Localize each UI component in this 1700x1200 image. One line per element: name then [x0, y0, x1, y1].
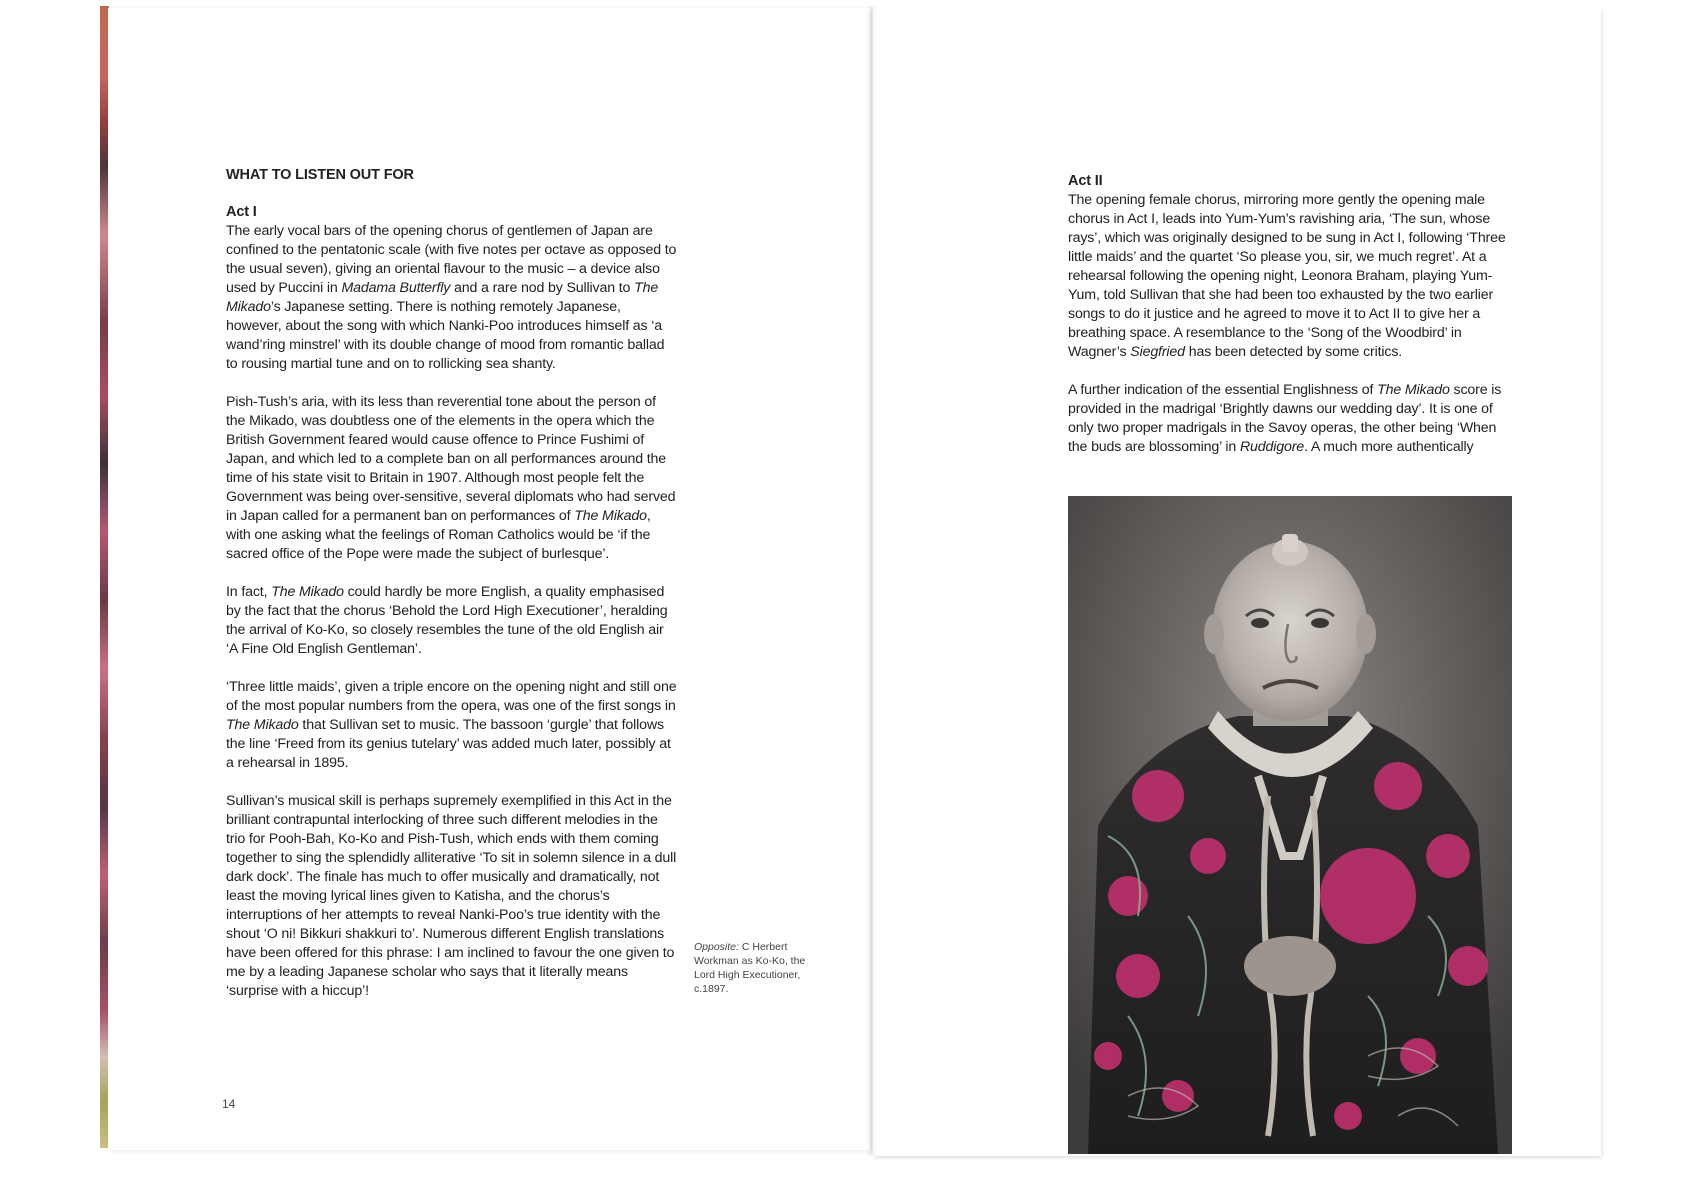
italic-title-text: The Mikado [226, 280, 659, 315]
italic-title-text: The Mikado [226, 717, 299, 733]
text-run: , with one asking what the feelings of Roman Catholics would be ‘if the sacred office of the Pope were made the subject of burlesque’. [226, 508, 651, 562]
paragraph [1068, 381, 1513, 457]
caption-label: Opposite: [694, 941, 739, 953]
text-run: could hardly be more English, a quality emphasised by the fact that the chorus ‘Behold the Lord High Executioner’, heralding the arrival of Ko-Ko, so closely resembles the tune of the old English air ‘A Fine Old English Gentleman’. [226, 584, 668, 657]
koko-portrait-photo [1068, 496, 1512, 1154]
act-one-heading: Act I [226, 204, 257, 220]
text-run: that Sullivan set to music. The bassoon ‘gurgle’ that follows the line ‘Freed from its genius tutelary’ was added much later, possibly at a rehearsal in 1895. [226, 717, 671, 771]
italic-title-text: The Mikado [1377, 382, 1450, 398]
italic-title-text: The Mikado [574, 508, 647, 524]
portrait-illustration [1068, 496, 1512, 1154]
left-text-column [226, 166, 678, 1020]
paragraph [226, 792, 678, 1001]
text-run: Sullivan’s musical skill is perhaps supremely exemplified in this Act in the brilliant contrapuntal interlocking of three such different melodies in the trio for Pooh-Bah, Ko-Ko and Pish-Tush, which ends with them coming together to sing the splendidly alliterative ‘To sit in solemn silence in a dull dark dock’. The finale has much to offer musically and dramatically, not least the moving lyrical lines given to Katisha, and the chorus’s interruptions of her attempts to reveal Nanki-Poo’s true identity with the shout ‘O ni! Bikkuri shakkuri to’. Numerous different English translations have been offered for this phrase: I am inclined to favour the one given to me by a leading Japanese scholar who says that it literally means ‘surprise with a hiccup’! [226, 793, 677, 999]
right-text-column [1068, 172, 1513, 476]
text-run: ‘Three little maids’, given a triple encore on the opening night and still one of the most popular numbers from the opera, was one of the first songs in [226, 679, 677, 714]
paragraph [226, 678, 678, 773]
text-run: ’s Japanese setting. There is nothing remotely Japanese, however, about the song with which Nanki-Poo introduces himself as ‘a wand’ring minstrel’ with its double change of mood from romantic ballad to rousing martial tune and on to rollicking sea shanty. [226, 299, 665, 372]
text-run: score is provided in the madrigal ‘Brightly dawns our wedding day’. It is one of only two proper madrigals in the Savoy operas, the other being ‘When the buds are blossoming’ in [1068, 382, 1502, 455]
text-run: has been detected by some critics. [1184, 344, 1403, 360]
section-heading: WHAT TO LISTEN OUT FOR [226, 167, 414, 183]
text-run: The opening female chorus, mirroring more gently the opening male chorus in Act I, leads into Yum-Yum’s ravishing aria, ‘The sun, whose rays’, which was originally designed to be sung in Act I, following ‘Three little maids’ and the quartet ‘So please you, sir, we much regret’. At a rehearsal following the opening night, Leonora Braham, playing Yum-Yum, told Sullivan that she had been too exhausted by the two earlier songs to do it justice and he agreed to move it to Act II to give her a breathing space. A resemblance to the ‘Song of the Woodbird’ in Wagner’s [1068, 192, 1506, 360]
text-run: Pish-Tush’s aria, with its less than reverential tone about the person of the Mikado, was doubtless one of the elements in the opera which the British Government feared would cause offence to Prince Fushimi of Japan, and which led to a complete ban on all performances around the time of his state visit to Britain in 1907. Although most people felt the Government was being over-sensitive, several diplomats who had served in Japan called for a permanent ban on performances of [226, 394, 676, 524]
page-gutter [866, 6, 878, 1156]
page-number: 14 [222, 1097, 236, 1111]
italic-title-text: The Mikado [271, 584, 344, 600]
text-run: In fact, [226, 584, 272, 600]
paragraph [226, 222, 678, 374]
text-run: . A much more authentically [1304, 439, 1474, 455]
italic-title-text: Madama Butterfly [341, 280, 451, 296]
photo-caption [694, 940, 824, 996]
act-two-heading: Act II [1068, 173, 1103, 189]
text-run: A further indication of the essential Englishness of [1068, 382, 1378, 398]
caption-text: C Herbert Workman as Ko-Ko, the Lord High Executioner, c.1897. [694, 941, 806, 995]
paragraph [226, 583, 678, 659]
italic-title-text: Ruddigore [1239, 439, 1305, 455]
paragraph [1068, 191, 1513, 362]
text-run: The early vocal bars of the opening chorus of gentlemen of Japan are confined to the pentatonic scale (with five notes per octave as opposed to the usual seven), giving an oriental flavour to the music – a device also used by Puccini in [226, 223, 677, 296]
paragraph [226, 393, 678, 564]
text-run: and a rare nod by Sullivan to [450, 280, 635, 296]
italic-title-text: Siegfried [1130, 344, 1185, 360]
